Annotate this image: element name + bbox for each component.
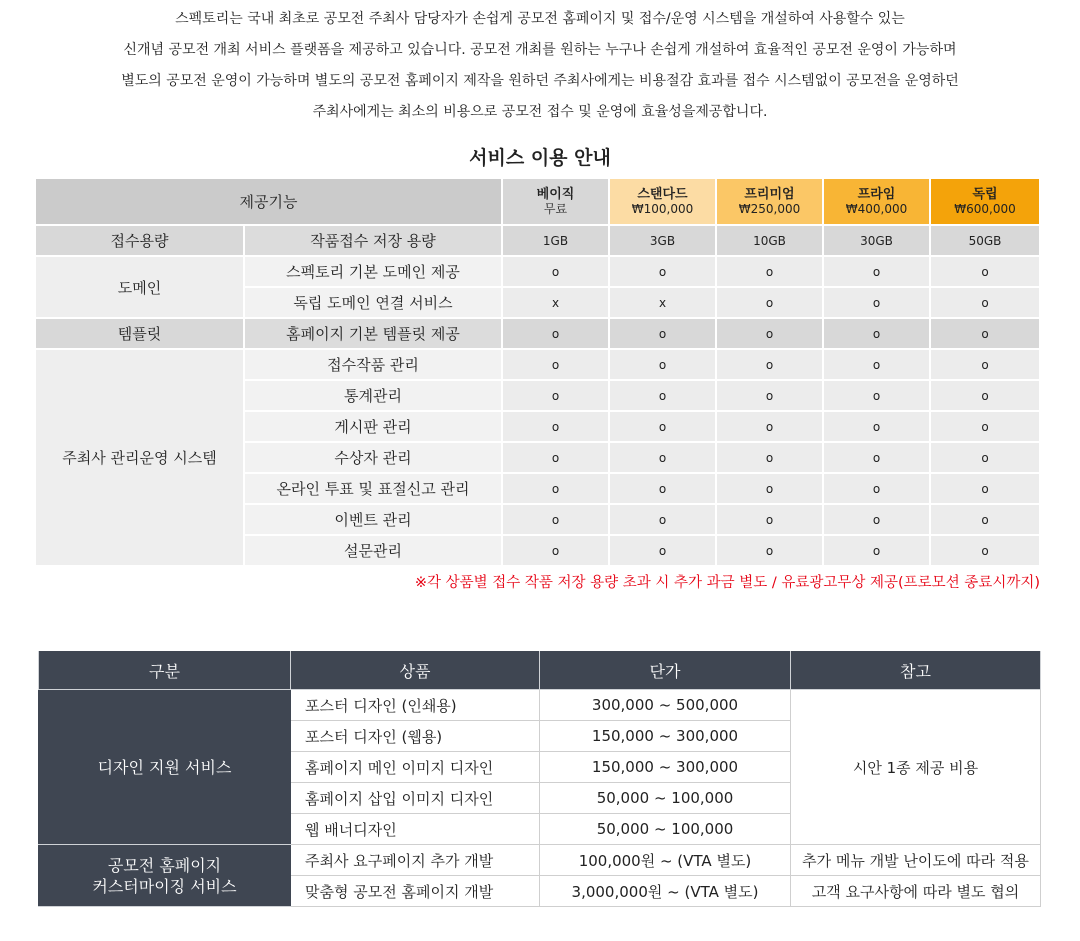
feature-cell: 접수작품 관리: [245, 350, 503, 381]
intro-line: 별도의 공모전 운영이 가능하며 별도의 공모전 홈페이지 제작을 원하던 주최사에게는 비용절감 효과를 접수 시스템없이 공모전을 운영하던: [121, 73, 959, 89]
value-cell: o: [610, 350, 717, 381]
intro-text: [0, 4, 1080, 128]
group-label-line: 커스터마이징 서비스: [92, 876, 237, 896]
intro-line: 신개념 공모전 개최 서비스 플랫폼을 제공하고 있습니다. 공모전 개최를 원하는 누구나 손쉽게 개설하여 효율적인 공모전 운영이 가능하며: [123, 42, 957, 58]
value-cell: o: [503, 381, 610, 412]
value-cell: o: [824, 257, 931, 288]
value-cell: 1GB: [503, 226, 610, 257]
value-cell: o: [931, 505, 1041, 536]
value-cell: o: [931, 474, 1041, 505]
value-cell: o: [824, 505, 931, 536]
value-cell: o: [503, 505, 610, 536]
column-header: 단가: [540, 651, 791, 690]
category-cell: 템플릿: [36, 319, 245, 350]
feature-cell: 통계관리: [245, 381, 503, 412]
additional-services-table: [38, 651, 1041, 907]
value-cell: o: [931, 350, 1041, 381]
plan-name: 프리미엄: [744, 187, 795, 202]
value-cell: o: [824, 381, 931, 412]
note-cell: 추가 메뉴 개발 난이도에 따라 적용: [791, 845, 1041, 876]
value-cell: o: [931, 288, 1041, 319]
plan-price: ₩400,000: [845, 202, 908, 216]
column-header: 참고: [791, 651, 1041, 690]
value-cell: o: [717, 474, 824, 505]
plan-name: 독립: [972, 187, 998, 202]
value-cell: 50GB: [931, 226, 1041, 257]
column-header: 상품: [291, 651, 540, 690]
plan-price: ₩250,000: [738, 202, 801, 216]
value-cell: o: [610, 319, 717, 350]
feature-cell: 홈페이지 기본 템플릿 제공: [245, 319, 503, 350]
value-cell: o: [610, 381, 717, 412]
surcharge-notice: ※각 상품별 접수 작품 저장 용량 초과 시 추가 과금 별도 / 유료광고무상 제공(프로모션 종료시까지): [414, 575, 1040, 591]
value-cell: o: [503, 536, 610, 567]
value-cell: 30GB: [824, 226, 931, 257]
product-cell: 홈페이지 삽입 이미지 디자인: [291, 783, 540, 814]
value-cell: o: [610, 505, 717, 536]
category-cell: 접수용량: [36, 226, 245, 257]
value-cell: o: [824, 319, 931, 350]
plan-independent-header: [931, 179, 1041, 226]
value-cell: o: [717, 350, 824, 381]
value-cell: o: [824, 288, 931, 319]
product-cell: 포스터 디자인 (인쇄용): [291, 690, 540, 721]
product-cell: 맞춤형 공모전 홈페이지 개발: [291, 876, 540, 907]
value-cell: o: [931, 412, 1041, 443]
table-row: [36, 257, 1041, 288]
column-header: 구분: [39, 651, 291, 690]
feature-cell: 독립 도메인 연결 서비스: [245, 288, 503, 319]
intro-line: 주최사에게는 최소의 비용으로 공모전 접수 및 운영에 효율성을제공합니다.: [312, 104, 768, 120]
price-cell: 100,000원 ~ (VTA 별도): [540, 845, 791, 876]
product-cell: 포스터 디자인 (웹용): [291, 721, 540, 752]
value-cell: o: [610, 443, 717, 474]
value-cell: o: [610, 474, 717, 505]
value-cell: o: [610, 412, 717, 443]
category-cell: 도메인: [36, 257, 245, 319]
plan-premium-header: [717, 179, 824, 226]
note-cell: 시안 1종 제공 비용: [791, 690, 1041, 845]
value-cell: o: [503, 257, 610, 288]
category-cell: 주최사 관리운영 시스템: [36, 350, 245, 567]
plan-price: 무료: [543, 202, 568, 216]
feature-cell: 설문관리: [245, 536, 503, 567]
value-cell: 10GB: [717, 226, 824, 257]
price-cell: 300,000 ~ 500,000: [540, 690, 791, 721]
product-cell: 주최사 요구페이지 추가 개발: [291, 845, 540, 876]
value-cell: o: [824, 350, 931, 381]
value-cell: o: [503, 412, 610, 443]
intro-line: 스펙토리는 국내 최초로 공모전 주최사 담당자가 손쉽게 공모전 홈페이지 및 접수/운영 시스템을 개설하여 사용할수 있는: [175, 11, 905, 27]
feature-header: 제공기능: [36, 179, 503, 226]
value-cell: o: [503, 443, 610, 474]
value-cell: o: [931, 536, 1041, 567]
plan-name: 베이직: [536, 187, 575, 202]
price-cell: 150,000 ~ 300,000: [540, 721, 791, 752]
table-row: [39, 845, 1041, 876]
value-cell: o: [717, 381, 824, 412]
value-cell: o: [931, 319, 1041, 350]
value-cell: o: [824, 536, 931, 567]
note-cell: 고객 요구사항에 따라 별도 협의: [791, 876, 1041, 907]
price-cell: 50,000 ~ 100,000: [540, 814, 791, 845]
value-cell: 3GB: [610, 226, 717, 257]
value-cell: x: [610, 288, 717, 319]
table-row: [36, 319, 1041, 350]
feature-cell: 수상자 관리: [245, 443, 503, 474]
value-cell: o: [717, 505, 824, 536]
feature-cell: 이벤트 관리: [245, 505, 503, 536]
value-cell: o: [717, 536, 824, 567]
price-cell: 150,000 ~ 300,000: [540, 752, 791, 783]
price-cell: 3,000,000원 ~ (VTA 별도): [540, 876, 791, 907]
design-service-group: 디자인 지원 서비스: [39, 690, 291, 845]
product-cell: 웹 배너디자인: [291, 814, 540, 845]
value-cell: o: [931, 381, 1041, 412]
value-cell: o: [717, 443, 824, 474]
feature-cell: 작품접수 저장 용량: [245, 226, 503, 257]
value-cell: o: [503, 319, 610, 350]
table-row: [39, 690, 1041, 721]
service-guide-title: 서비스 이용 안내: [469, 147, 611, 169]
value-cell: o: [931, 257, 1041, 288]
value-cell: o: [931, 443, 1041, 474]
value-cell: o: [610, 257, 717, 288]
value-cell: o: [503, 474, 610, 505]
product-cell: 홈페이지 메인 이미지 디자인: [291, 752, 540, 783]
plan-basic-header: [503, 179, 610, 226]
feature-cell: 게시판 관리: [245, 412, 503, 443]
value-cell: x: [503, 288, 610, 319]
table-row: [36, 226, 1041, 257]
plan-name: 스탠다드: [637, 187, 688, 202]
plan-name: 프라임: [857, 187, 896, 202]
table-row: [36, 350, 1041, 381]
customizing-service-group: [39, 845, 291, 907]
value-cell: o: [610, 536, 717, 567]
value-cell: o: [717, 319, 824, 350]
plan-standard-header: [610, 179, 717, 226]
value-cell: o: [824, 443, 931, 474]
value-cell: o: [717, 412, 824, 443]
feature-cell: 스펙토리 기본 도메인 제공: [245, 257, 503, 288]
value-cell: o: [503, 350, 610, 381]
plan-prime-header: [824, 179, 931, 226]
plan-price: ₩600,000: [954, 202, 1016, 216]
plan-price: ₩100,000: [631, 202, 694, 216]
feature-cell: 온라인 투표 및 표절신고 관리: [245, 474, 503, 505]
service-plan-table: [36, 179, 1041, 567]
value-cell: o: [824, 474, 931, 505]
value-cell: o: [717, 288, 824, 319]
group-label-line: 공모전 홈페이지: [107, 855, 222, 875]
value-cell: o: [824, 412, 931, 443]
value-cell: o: [717, 257, 824, 288]
price-cell: 50,000 ~ 100,000: [540, 783, 791, 814]
